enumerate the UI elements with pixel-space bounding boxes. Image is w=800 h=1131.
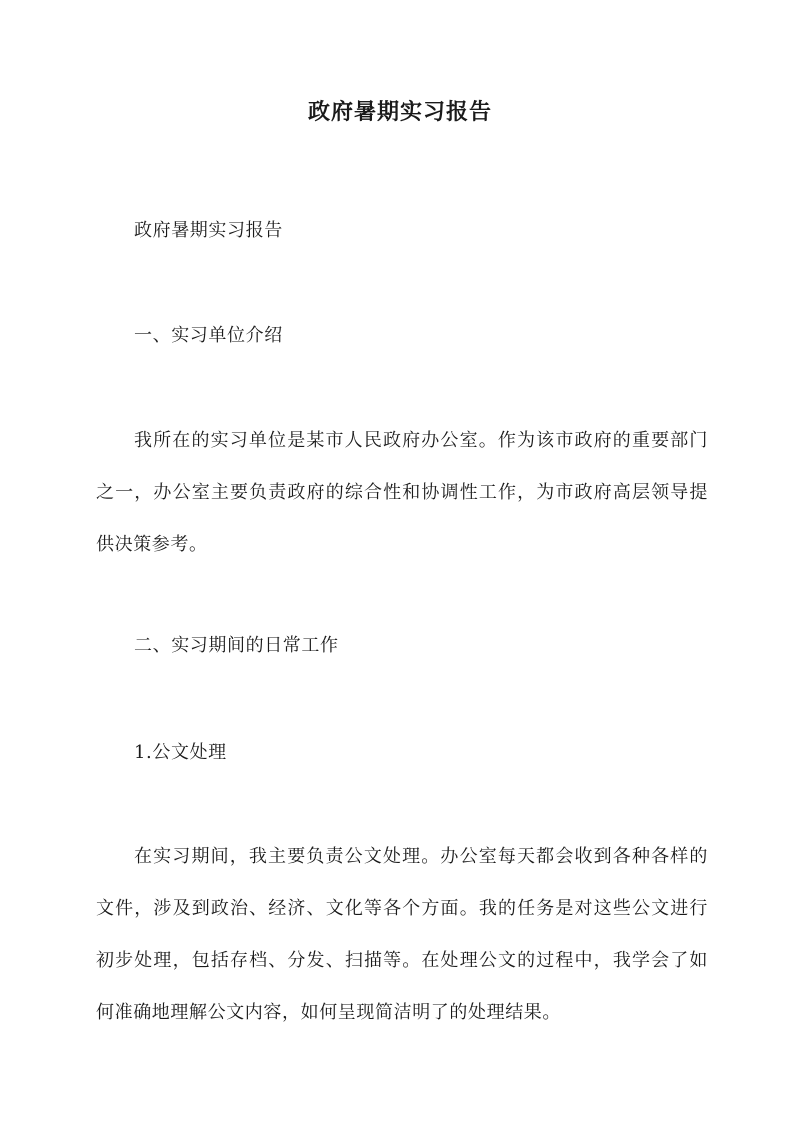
paragraph-unit-intro: 我所在的实习单位是某市人民政府办公室。作为该市政府的重要部门之一，办公室主要负责政府的综合性和协调性工作，为市政府高层领导提供决策参考。 bbox=[96, 430, 708, 555]
section-heading-daily-work: 二、实习期间的日常工作 bbox=[134, 635, 339, 656]
subsection-heading-document-handling: 1.公文处理 bbox=[134, 742, 227, 763]
document-subtitle: 政府暑期实习报告 bbox=[134, 220, 283, 241]
document-title: 政府暑期实习报告 bbox=[307, 99, 492, 125]
section-heading-unit-intro: 一、实习单位介绍 bbox=[134, 325, 283, 346]
paragraph-document-handling: 在实习期间，我主要负责公文处理。办公室每天都会收到各种各样的文件，涉及到政治、经济、文化等各个方面。我的任务是对这些公文进行初步处理，包括存档、分发、扫描等。在处理公文的过程中，我学会了如何准确地理解公文内容，如何呈现简洁明了的处理结果。 bbox=[96, 846, 708, 1023]
